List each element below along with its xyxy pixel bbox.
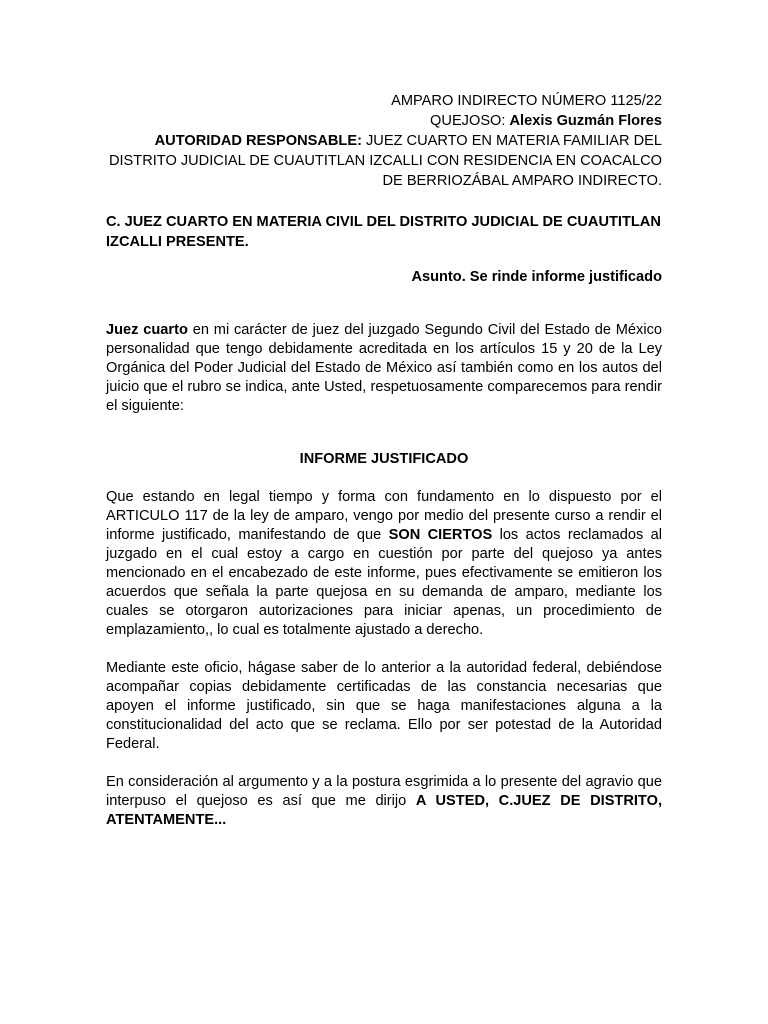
complainant-label: QUEJOSO: <box>430 113 510 129</box>
responsible-authority-label: AUTORIDAD RESPONSABLE: <box>154 133 362 149</box>
body-paragraph-2: Mediante este oficio, hágase saber de lo anterior a la autoridad federal, debiéndose acompañar copias debidamente certificadas de las constancia necesarias que apoyen el informe justificado, sin que se haga manifestaciones alguna a la constitucionalidad del acto que se reclama. Ello por ser potestad de la Autoridad Federal. <box>106 660 662 752</box>
paragraph-3-before: En consideración al argumento y a la postura esgrimida a lo presente del agravio que interpuso el quejoso es así que me dirijo <box>106 774 662 809</box>
responsible-authority-line <box>106 131 662 191</box>
case-number-line: AMPARO INDIRECTO NÚMERO 1125/22 <box>391 93 662 109</box>
body-paragraph-3 <box>106 773 662 830</box>
intro-lead: Juez cuarto <box>106 322 188 338</box>
document-page <box>106 91 662 830</box>
section-title: INFORME JUSTIFICADO <box>299 451 469 467</box>
paragraph-1-emphasis: SON CIERTOS <box>388 527 493 543</box>
paragraph-1-after: los actos reclamados al juzgado en el cual estoy a cargo en cuestión por parte del quejoso ya antes mencionado en el encabezado de este informe, pues efectivamente se emitieron los acuerdos que señala la parte quejosa en su demanda de amparo, mediante los cuales se otorgaron autorizaciones para iniciar apenas, un procedimiento de emplazamiento,, lo cual es totalmente ajustado a derecho. <box>106 527 662 638</box>
case-header <box>106 91 662 191</box>
intro-text: en mi carácter de juez del juzgado Segundo Civil del Estado de México personalidad que tengo debidamente acreditada en los artículos 15 y 20 de la Ley Orgánica del Poder Judicial del Estado de México así también como en los autos del juicio que el rubro se indica, ante Usted, respetuosamente comparecemos para rendir el siguiente: <box>106 322 662 414</box>
responsible-authority-text: JUEZ CUARTO EN MATERIA FAMILIAR DEL DISTRITO JUDICIAL DE CUAUTITLAN IZCALLI CON RESIDENCIA EN COACALCO DE BERRIOZÁBAL AMPARO INDIRECTO. <box>108 133 662 189</box>
complainant-line <box>106 111 662 131</box>
addressee: C. JUEZ CUARTO EN MATERIA CIVIL DEL DISTRITO JUDICIAL DE CUAUTITLAN IZCALLI PRESENTE. <box>106 214 661 250</box>
complainant-name: Alexis Guzmán Flores <box>509 113 662 129</box>
paragraph-1-before: Que estando en legal tiempo y forma con fundamento en lo dispuesto por el ARTICULO 117 de la ley de amparo, vengo por medio del presente curso a rendir el informe justificado, manifestando de que <box>106 489 662 543</box>
intro-paragraph <box>106 321 662 416</box>
subject-line: Asunto. Se rinde informe justificado <box>411 269 662 285</box>
body-paragraph-1 <box>106 488 662 640</box>
paragraph-3-closing: A USTED, C.JUEZ DE DISTRITO, ATENTAMENTE... <box>106 793 662 828</box>
